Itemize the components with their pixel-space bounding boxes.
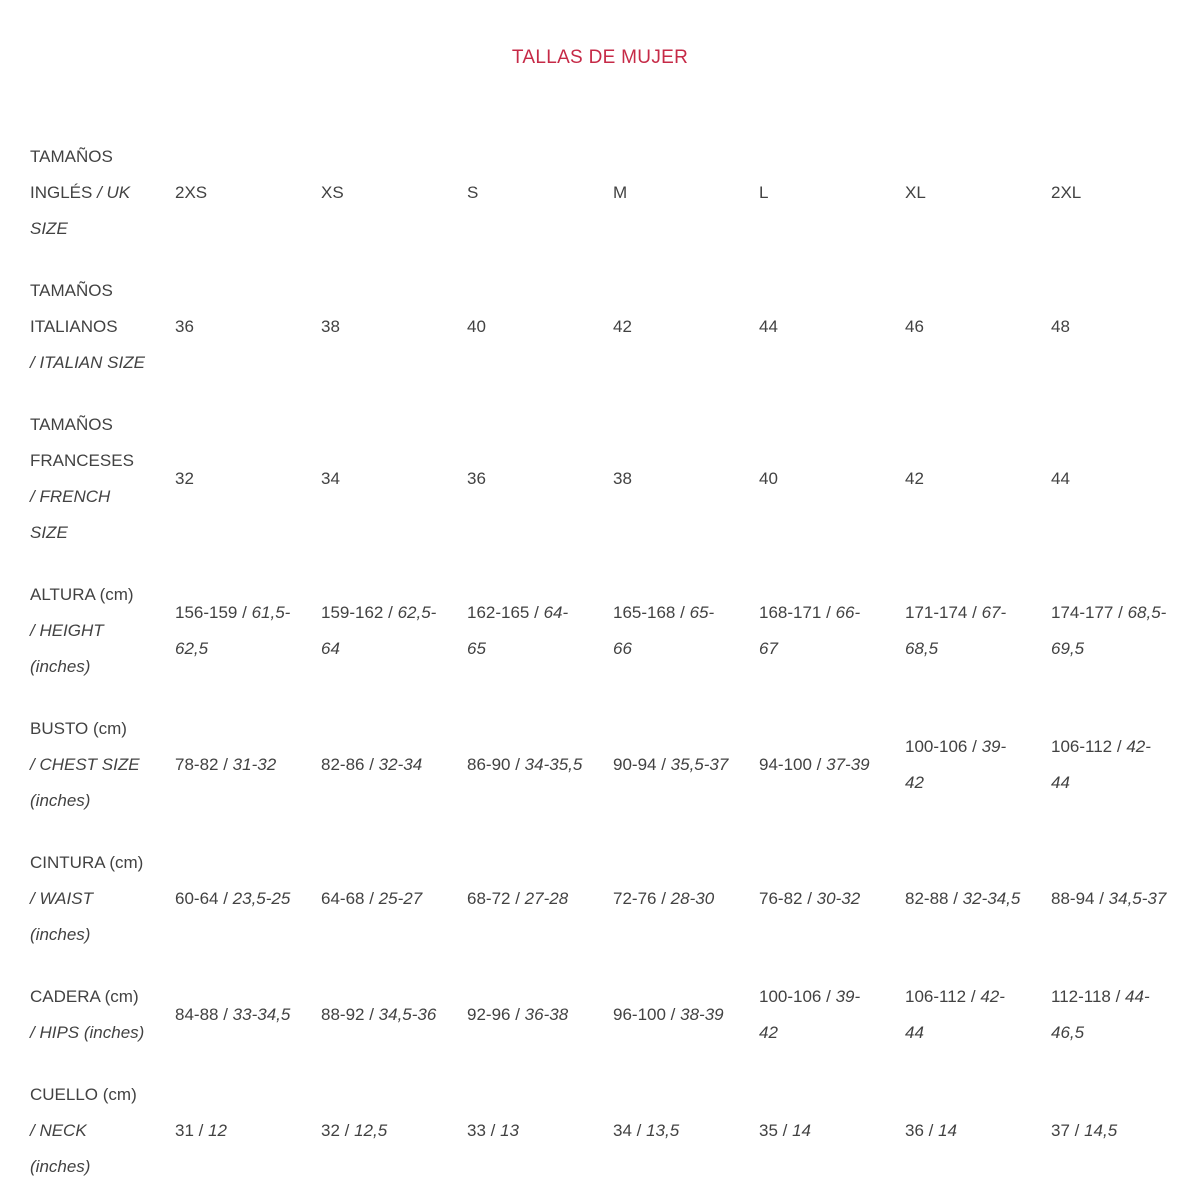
cm-value: 159-162 / <box>321 603 393 622</box>
cm-value: 106-112 / <box>1051 737 1122 756</box>
size-cell <box>613 747 759 783</box>
label-en: / WAIST (inches) <box>30 889 93 944</box>
size-cell <box>905 979 1051 1051</box>
size-cell <box>1051 1113 1197 1149</box>
size-value: 32 <box>175 469 194 488</box>
in-value: 13 <box>500 1121 520 1140</box>
size-cell <box>321 175 467 211</box>
size-cell <box>175 595 321 667</box>
label-es: CUELLO (cm) <box>30 1085 137 1104</box>
label-es: TAMAÑOS FRANCESES <box>30 415 134 470</box>
in-value: 34,5-36 <box>378 1005 437 1024</box>
size-value: 34 <box>321 469 340 488</box>
size-value: XS <box>321 183 344 202</box>
label-en: / HEIGHT (inches) <box>30 621 104 676</box>
cm-value: 33 / <box>467 1121 496 1140</box>
size-cell <box>1051 729 1197 801</box>
label-es: ALTURA (cm) <box>30 585 134 604</box>
in-value: 39-42 <box>905 737 1007 792</box>
size-cell <box>759 595 905 667</box>
size-value: 38 <box>613 469 632 488</box>
in-value: 14 <box>792 1121 812 1140</box>
size-cell <box>905 595 1051 667</box>
in-value: 34,5-37 <box>1108 889 1167 908</box>
cm-value: 96-100 / <box>613 1005 676 1024</box>
cm-value: 32 / <box>321 1121 350 1140</box>
in-value: 42-44 <box>1051 737 1151 792</box>
size-cell <box>467 747 613 783</box>
cm-value: 88-92 / <box>321 1005 374 1024</box>
cm-value: 168-171 / <box>759 603 831 622</box>
size-cell <box>321 1113 467 1149</box>
size-value: 40 <box>759 469 778 488</box>
cm-value: 88-94 / <box>1051 889 1104 908</box>
cm-value: 165-168 / <box>613 603 685 622</box>
size-value: L <box>759 183 769 202</box>
row-uk-size <box>30 139 1200 247</box>
cm-value: 60-64 / <box>175 889 228 908</box>
size-cell <box>467 881 613 917</box>
size-cell <box>467 595 613 667</box>
size-cell <box>759 881 905 917</box>
size-cell <box>613 881 759 917</box>
size-cell <box>1051 309 1197 345</box>
size-cell <box>613 461 759 497</box>
in-value: 38-39 <box>680 1005 724 1024</box>
in-value: 32-34 <box>378 755 423 774</box>
row-chest <box>30 711 1200 819</box>
size-value: XL <box>905 183 926 202</box>
size-value: 44 <box>759 317 778 336</box>
label-es: TAMAÑOS INGLÉS <box>30 147 113 202</box>
cm-value: 162-165 / <box>467 603 539 622</box>
size-cell <box>321 309 467 345</box>
size-cell <box>1051 595 1197 667</box>
in-value: 64-65 <box>467 603 569 658</box>
size-cell <box>1051 461 1197 497</box>
size-cell <box>905 881 1051 917</box>
in-value: 61,5-62,5 <box>175 603 291 658</box>
cm-value: 36 / <box>905 1121 934 1140</box>
size-cell <box>759 747 905 783</box>
row-hips <box>30 979 1200 1051</box>
in-value: 27-28 <box>524 889 569 908</box>
label-es: BUSTO (cm) <box>30 719 127 738</box>
page-title: TALLAS DE MUJER <box>511 47 689 68</box>
size-value: 40 <box>467 317 486 336</box>
in-value: 12 <box>208 1121 228 1140</box>
in-value: 34-35,5 <box>524 755 583 774</box>
in-value: 25-27 <box>378 889 423 908</box>
size-cell <box>1051 881 1197 917</box>
size-cell <box>467 1113 613 1149</box>
in-value: 12,5 <box>354 1121 388 1140</box>
size-cell <box>613 175 759 211</box>
size-cell <box>759 1113 905 1149</box>
size-cell <box>905 175 1051 211</box>
size-cell <box>467 461 613 497</box>
size-cell <box>175 175 321 211</box>
size-value: 42 <box>905 469 924 488</box>
cm-value: 100-106 / <box>759 987 831 1006</box>
label-en: / FRENCH SIZE <box>30 487 111 542</box>
row-label <box>30 979 175 1051</box>
size-value: 2XS <box>175 183 208 202</box>
size-value: 44 <box>1051 469 1070 488</box>
row-height <box>30 577 1200 685</box>
size-value: 38 <box>321 317 340 336</box>
label-es: TAMAÑOS ITALIANOS <box>30 281 118 336</box>
size-cell <box>759 175 905 211</box>
row-label <box>30 577 175 685</box>
size-value: 46 <box>905 317 924 336</box>
cm-value: 64-68 / <box>321 889 374 908</box>
size-value: S <box>467 183 479 202</box>
row-waist <box>30 845 1200 953</box>
size-cell <box>759 461 905 497</box>
size-cell <box>905 461 1051 497</box>
cm-value: 35 / <box>759 1121 788 1140</box>
cm-value: 90-94 / <box>613 755 666 774</box>
size-cell <box>175 461 321 497</box>
row-label <box>30 273 175 381</box>
in-value: 37-39 <box>826 755 870 774</box>
in-value: 68,5-69,5 <box>1051 603 1167 658</box>
size-value: 36 <box>175 317 194 336</box>
row-label <box>30 1077 175 1185</box>
row-label <box>30 139 175 247</box>
row-label <box>30 407 175 551</box>
label-es: CADERA (cm) <box>30 987 139 1006</box>
cm-value: 78-82 / <box>175 755 228 774</box>
size-cell <box>613 309 759 345</box>
size-cell <box>175 747 321 783</box>
label-es: CINTURA (cm) <box>30 853 144 872</box>
in-value: 66-67 <box>759 603 861 658</box>
size-cell <box>759 309 905 345</box>
size-cell <box>175 997 321 1033</box>
size-cell <box>321 461 467 497</box>
row-french-size <box>30 407 1200 551</box>
cm-value: 92-96 / <box>467 1005 520 1024</box>
size-cell <box>467 997 613 1033</box>
size-cell <box>467 309 613 345</box>
in-value: 44-46,5 <box>1051 987 1150 1042</box>
cm-value: 86-90 / <box>467 755 520 774</box>
size-cell <box>905 729 1051 801</box>
in-value: 30-32 <box>816 889 861 908</box>
size-cell <box>1051 979 1197 1051</box>
cm-value: 68-72 / <box>467 889 520 908</box>
row-neck <box>30 1077 1200 1185</box>
cm-value: 174-177 / <box>1051 603 1123 622</box>
size-cell <box>759 979 905 1051</box>
cm-value: 94-100 / <box>759 755 822 774</box>
in-value: 35,5-37 <box>670 755 729 774</box>
in-value: 67-68,5 <box>905 603 1007 658</box>
in-value: 62,5-64 <box>321 603 437 658</box>
in-value: 14 <box>938 1121 958 1140</box>
cm-value: 106-112 / <box>905 987 976 1006</box>
cm-value: 34 / <box>613 1121 642 1140</box>
in-value: 31-32 <box>232 755 277 774</box>
size-value: 36 <box>467 469 486 488</box>
in-value: 32-34,5 <box>962 889 1021 908</box>
cm-value: 100-106 / <box>905 737 977 756</box>
cm-value: 31 / <box>175 1121 204 1140</box>
size-cell <box>613 595 759 667</box>
row-label <box>30 711 175 819</box>
in-value: 42-44 <box>905 987 1005 1042</box>
cm-value: 76-82 / <box>759 889 812 908</box>
size-cell <box>905 309 1051 345</box>
cm-value: 84-88 / <box>175 1005 228 1024</box>
in-value: 14,5 <box>1084 1121 1118 1140</box>
in-value: 39-42 <box>759 987 861 1042</box>
size-cell <box>321 881 467 917</box>
label-en: / CHEST SIZE (inches) <box>30 755 140 810</box>
cm-value: 112-118 / <box>1051 987 1121 1006</box>
size-cell <box>321 997 467 1033</box>
row-label <box>30 845 175 953</box>
row-italian-size <box>30 273 1200 381</box>
cm-value: 72-76 / <box>613 889 666 908</box>
size-cell <box>467 175 613 211</box>
size-cell <box>321 595 467 667</box>
label-en: / UK SIZE <box>30 183 131 238</box>
cm-value: 156-159 / <box>175 603 247 622</box>
label-en: / NECK (inches) <box>30 1121 91 1176</box>
in-value: 36-38 <box>524 1005 569 1024</box>
size-cell <box>613 1113 759 1149</box>
size-cell <box>905 1113 1051 1149</box>
in-value: 23,5-25 <box>232 889 291 908</box>
size-cell <box>175 881 321 917</box>
in-value: 33-34,5 <box>232 1005 291 1024</box>
cm-value: 82-86 / <box>321 755 374 774</box>
size-cell <box>1051 175 1197 211</box>
size-value: M <box>613 183 628 202</box>
size-cell <box>613 997 759 1033</box>
size-cell <box>321 747 467 783</box>
size-value: 42 <box>613 317 632 336</box>
in-value: 13,5 <box>646 1121 680 1140</box>
in-value: 28-30 <box>670 889 715 908</box>
label-en: / ITALIAN SIZE <box>30 353 145 372</box>
size-value: 48 <box>1051 317 1070 336</box>
label-en: / HIPS (inches) <box>30 1023 145 1042</box>
women-size-table <box>0 139 1200 1185</box>
in-value: 65-66 <box>613 603 715 658</box>
size-cell <box>175 309 321 345</box>
cm-value: 82-88 / <box>905 889 958 908</box>
cm-value: 37 / <box>1051 1121 1080 1140</box>
size-value: 2XL <box>1051 183 1082 202</box>
cm-value: 171-174 / <box>905 603 977 622</box>
size-cell <box>175 1113 321 1149</box>
